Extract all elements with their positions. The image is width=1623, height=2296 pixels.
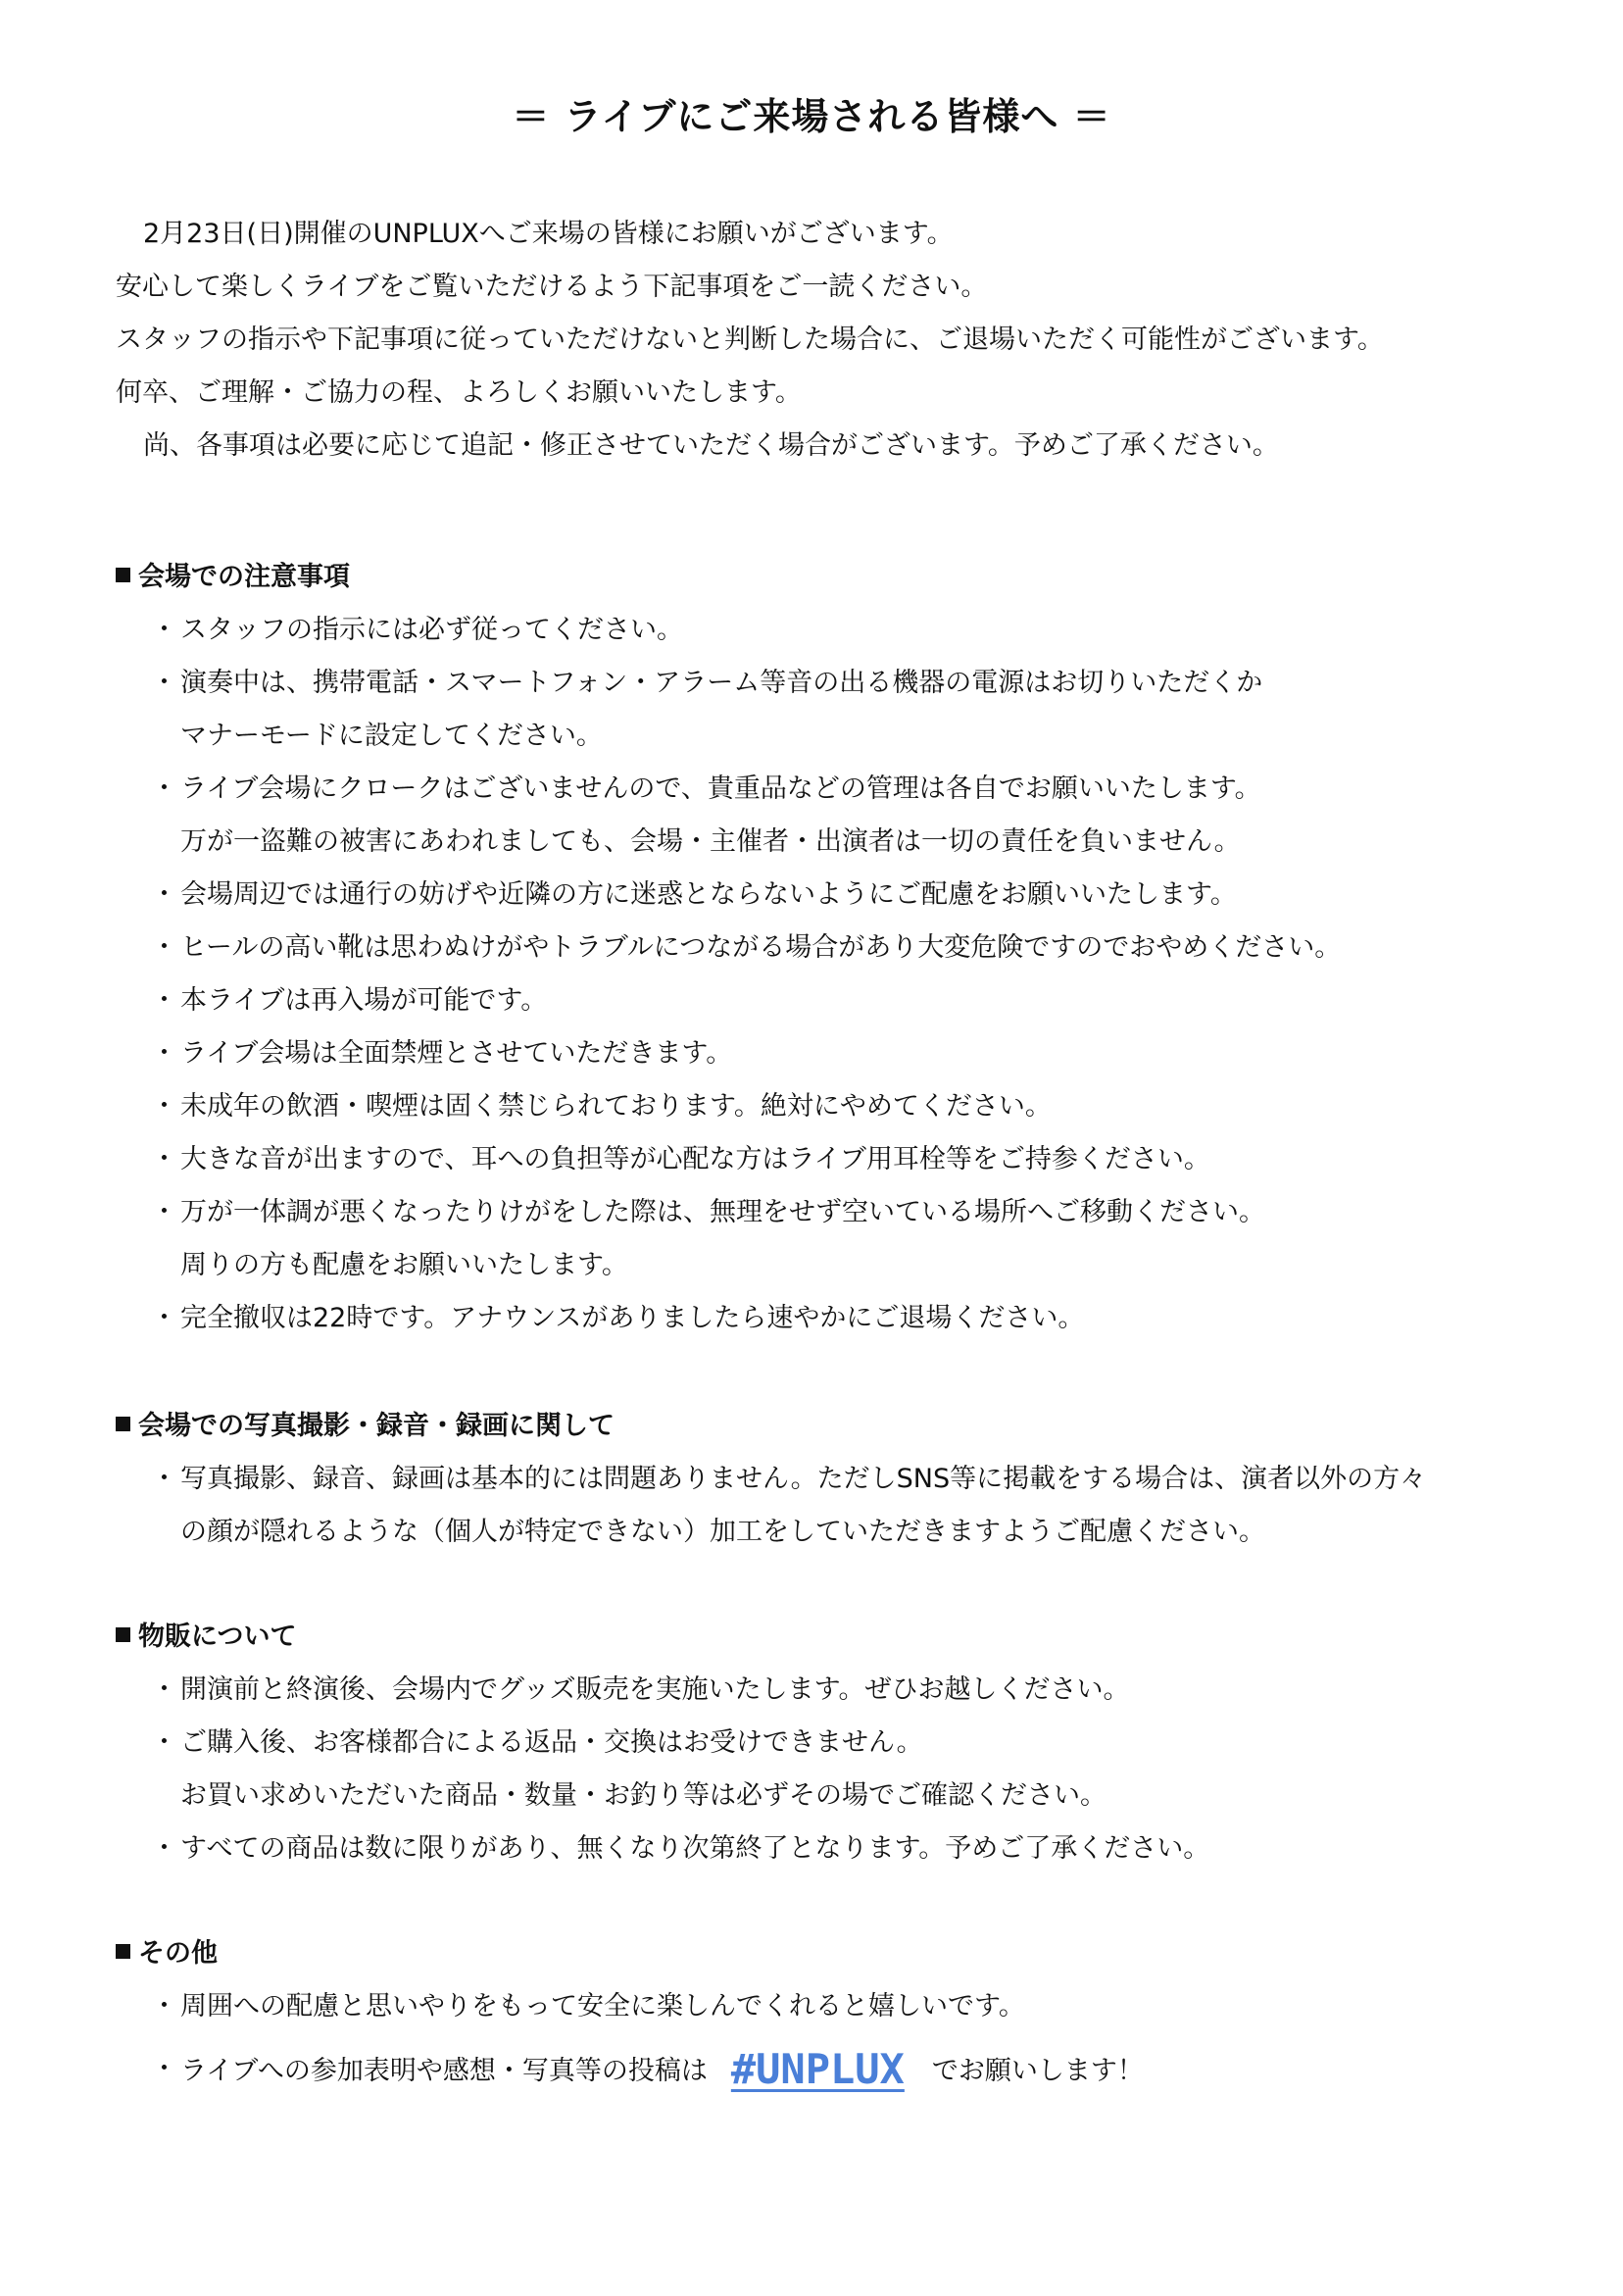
bullet-dot-icon: ・ [151,985,177,1016]
section-merchandise [116,1611,1547,1875]
section-heading [116,1611,1547,1664]
hashtag-link[interactable]: #UNPLUX [730,2045,905,2093]
hashtag-line-before: ライブへの参加表明や感想・写真等の投稿は [180,2056,708,2086]
square-bullet-icon [116,1417,130,1431]
list-item [116,1980,1547,2033]
bullet-dot-icon: ・ [151,1464,177,1494]
section-heading [116,551,1547,604]
square-bullet-icon [116,568,130,582]
section-venue-notes [116,551,1547,1345]
bullet-dot-icon: ・ [151,2054,177,2084]
section-heading-text: その他 [138,1938,218,1969]
list-item [116,1717,1547,1822]
bullet-dot-icon: ・ [151,1991,177,2021]
page-title: ＝ ライブにご来場される皆様へ ＝ [512,95,1111,138]
list-item-text: 大きな音が出ますので、耳への負担等が心配な方はライブ用耳栓等をご持参ください。 [180,1144,1210,1174]
bullet-dot-icon: ・ [151,1303,177,1333]
bullet-dot-icon: ・ [151,1038,177,1069]
bullet-dot-icon: ・ [151,932,177,963]
list-item [116,1027,1547,1080]
intro-line: 尚、各事項は必要に応じて追記・修正させていただく場合がございます。予めご了承ください。 [143,430,1279,461]
list-item [116,869,1547,922]
list-item [116,974,1547,1027]
list-item-text: 演奏中は、携帯電話・スマートフォン・アラーム等音の出る機器の電源はお切りいただくか [180,668,1263,698]
list-item-text: スタッフの指示には必ず従ってください。 [180,615,683,645]
list-item [116,1292,1547,1345]
list-item-text: 本ライブは再入場が可能です。 [180,985,548,1016]
bullet-dot-icon: ・ [151,615,177,645]
list-item-text: ライブ会場は全面禁煙とさせていただきます。 [180,1038,733,1069]
list-item-text: 周囲への配慮と思いやりをもって安全に楽しんでくれると嬉しいです。 [180,1991,1025,2021]
bullet-dot-icon: ・ [151,1833,177,1864]
list-item-text: 周りの方も配慮をお願いいたします。 [180,1250,628,1280]
section-heading-text: 会場での注意事項 [138,562,350,592]
intro-line: 2月23日(日)開催のUNPLUXへご来場の皆様にお願いがございます。 [143,219,954,249]
list-item-text: 完全撤収は22時です。アナウンスがありましたら速やかにご退場ください。 [180,1303,1085,1333]
list-item-text: 会場周辺では通行の妨げや近隣の方に迷惑とならないようにご配慮をお願いいたします。 [180,879,1237,910]
section-heading [116,1927,1547,1980]
list-item [116,1080,1547,1133]
list-item-text: 万が一体調が悪くなったりけがをした際は、無理をせず空いている場所へご移動ください。 [180,1197,1265,1227]
intro-paragraph [116,208,1527,473]
intro-line: 何卒、ご理解・ご協力の程、よろしくお願いいたします。 [116,377,802,408]
bullet-dot-icon: ・ [151,879,177,910]
list-item-text: すべての商品は数に限りがあり、無くなり次第終了となります。予めご了承ください。 [180,1833,1210,1864]
list-item [116,1453,1547,1559]
bullet-dot-icon: ・ [151,1197,177,1227]
list-item [116,1664,1547,1717]
list-item-text: マナーモードに設定してください。 [180,721,603,751]
section-other [116,1927,1547,2098]
list-item [116,657,1547,763]
hashtag-line-after: でお願いします！ [931,2056,1144,2086]
section-heading-text: 会場での写真撮影・録音・録画に関して [138,1411,615,1441]
list-item-text: の顔が隠れるような（個人が特定できない）加工をしていただきますようご配慮ください。 [180,1517,1265,1547]
list-item-text: 写真撮影、録音、録画は基本的には問題ありません。ただしSNS等に掲載をする場合は、演者以外の方々 [180,1464,1427,1494]
hashtag-item [116,2043,1547,2098]
square-bullet-icon [116,1944,130,1959]
list-item [116,1186,1547,1292]
hashtag-line [151,2043,1547,2098]
list-item-text: 開演前と終演後、会場内でグッズ販売を実施いたします。ぜひお越しください。 [180,1674,1130,1705]
bullet-dot-icon: ・ [151,1144,177,1174]
bullet-dot-icon: ・ [151,668,177,698]
bullet-dot-icon: ・ [151,1674,177,1705]
list-item-text: ヒールの高い靴は思わぬけがやトラブルにつながる場合があり大変危険ですのでおやめください。 [180,932,1342,963]
list-item-text: 万が一盗難の被害にあわれましても、会場・主催者・出演者は一切の責任を負いません。 [180,826,1241,857]
bullet-dot-icon: ・ [151,1727,177,1758]
section-heading [116,1400,1547,1453]
list-item [116,1133,1547,1186]
square-bullet-icon [116,1627,130,1642]
list-item [116,922,1547,974]
section-heading-text: 物販について [138,1622,297,1652]
intro-line: 安心して楽しくライブをご覧いただけるよう下記事項をご一読ください。 [116,272,988,302]
bullet-dot-icon: ・ [151,1091,177,1122]
list-item [116,604,1547,657]
list-item [116,763,1547,869]
list-item-text: お買い求めいただいた商品・数量・お釣り等は必ずその場でご確認ください。 [180,1780,1107,1811]
list-item [116,1822,1547,1875]
list-item-text: ご購入後、お客様都合による返品・交換はお受けできません。 [180,1727,923,1758]
bullet-dot-icon: ・ [151,774,177,804]
list-item-text: ライブ会場にクロークはございませんので、貴重品などの管理は各自でお願いいたします。 [180,774,1261,804]
list-item-text: 未成年の飲酒・喫煙は固く禁じられております。絶対にやめてください。 [180,1091,1052,1122]
intro-line: スタッフの指示や下記事項に従っていただけないと判断した場合に、ご退場いただく可能性がございます。 [116,324,1384,355]
section-photo-recording [116,1400,1547,1559]
